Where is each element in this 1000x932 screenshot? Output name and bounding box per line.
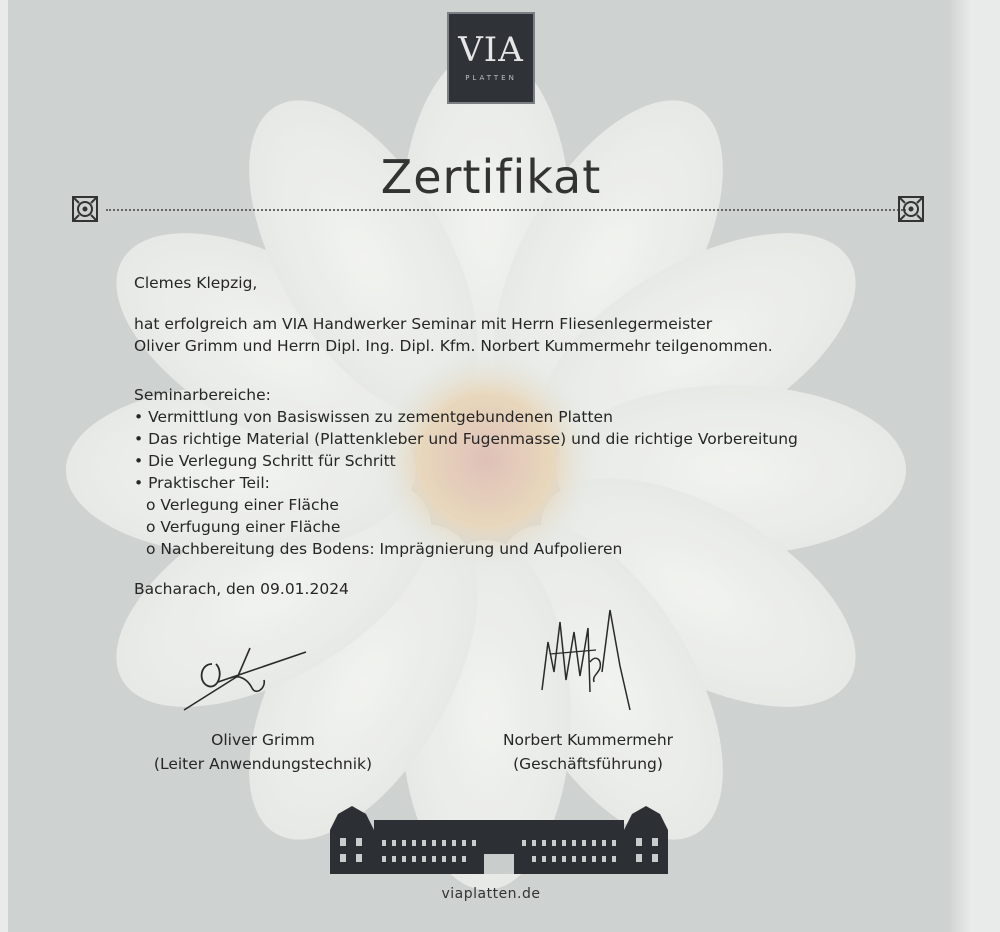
castle-building-icon <box>330 806 668 874</box>
website-url: viaplatten.de <box>441 886 541 902</box>
intro-line: Oliver Grimm und Herrn Dipl. Ing. Dipl. Kfm. Norbert Kummermehr teilgenommen. <box>134 337 773 355</box>
signer-oliver-grimm <box>128 728 398 776</box>
dotted-divider <box>106 209 906 211</box>
ornament-left-icon <box>70 194 100 224</box>
signature-left <box>178 634 318 714</box>
via-logo <box>447 12 535 104</box>
seminar-areas <box>134 384 914 560</box>
logo-brand: VIA <box>458 30 524 70</box>
practical-item: o Verfugung einer Fläche <box>134 516 914 538</box>
area-item: • Das richtige Material (Plattenkleber und Fugenmasse) und die richtige Vorbereitung <box>134 428 914 450</box>
practical-item: o Nachbereitung des Bodens: Imprägnierung und Aufpolieren <box>134 538 914 560</box>
intro-line: hat erfolgreich am VIA Handwerker Seminar mit Herrn Fliesenlegermeister <box>134 315 713 333</box>
ornament-right-icon <box>896 194 926 224</box>
area-item: • Die Verlegung Schritt für Schritt <box>134 450 914 472</box>
signer-role: (Geschäftsführung) <box>513 755 663 773</box>
paper-edge <box>948 0 974 932</box>
place-date: Bacharach, den 09.01.2024 <box>134 580 349 598</box>
recipient-name: Clemes Klepzig, <box>134 274 258 292</box>
areas-heading: Seminarbereiche: <box>134 386 271 404</box>
signature-right <box>530 602 640 718</box>
logo-subtitle: PLATTEN <box>465 74 517 82</box>
signer-role: (Leiter Anwendungstechnik) <box>153 755 373 773</box>
participation-statement <box>134 313 914 357</box>
certificate-title: Zertifikat <box>380 150 602 204</box>
certificate-sheet <box>8 0 974 932</box>
area-item: • Praktischer Teil: <box>134 472 914 494</box>
area-item: • Vermittlung von Basiswissen zu zementgebundenen Platten <box>134 406 914 428</box>
signer-name: Oliver Grimm <box>211 731 315 749</box>
signer-name: Norbert Kummermehr <box>502 731 674 749</box>
practical-item: o Verlegung einer Fläche <box>134 494 914 516</box>
signer-norbert-kummermehr <box>473 728 703 776</box>
